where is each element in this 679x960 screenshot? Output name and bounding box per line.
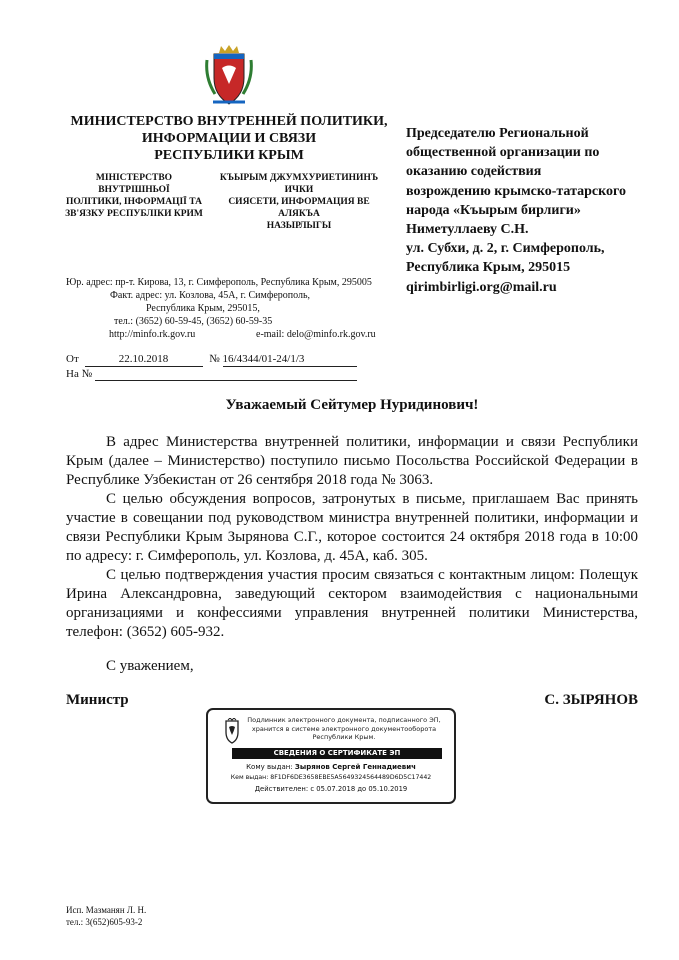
reference-line (66, 352, 366, 367)
issued-to-value: Зырянов Сергей Геннадиевич (294, 763, 416, 771)
address-line: Факт. адрес: ул. Козлова, 45А, г. Симферополь, (110, 290, 311, 301)
issued-to-label: Кому выдан: (246, 763, 293, 771)
signature-position: Министр (66, 692, 129, 708)
recipient-line: Ниметуллаеву С.Н. (406, 222, 529, 238)
ukrainian-line: ЗВ'ЯЗКУ РЕСПУБЛІКИ КРИМ (65, 209, 203, 219)
ministry-title (68, 113, 390, 164)
crimean-tatar-line: СИЯСЕТИ, ИНФОРМАЦИЯ ВЕ АЛЯКЪА (228, 197, 370, 219)
valid-label: Действителен: (254, 785, 309, 793)
ministry-title-line: РЕСПУБЛИКИ КРЫМ (154, 148, 304, 163)
executor-info (66, 904, 146, 928)
executor-phone: тел.: 3(652)605-93-2 (66, 917, 143, 927)
recipient-email: qirimbirligi.org@mail.ru (406, 279, 557, 295)
valid-value: с 05.07.2018 до 05.10.2019 (310, 785, 408, 793)
recipient-line: оказанию содействия (406, 164, 542, 180)
address-line: Республика Крым, 295015, (146, 303, 260, 314)
body-paragraph-1: В адрес Министерства внутренней политики, информации и связи Республики Крым (далее – Министерство) поступило письмо Посольства Российской Федерации в Республике Узбекистан от 26 сентября 2018 года № 3063. (66, 434, 638, 488)
reply-to-line (66, 367, 366, 381)
from-label: От (66, 353, 79, 365)
website-link[interactable]: http://minfo.rk.gov.ru (109, 329, 196, 340)
ukrainian-line: ПОЛІТИКИ, ІНФОРМАЦІЇ ТА (66, 197, 202, 207)
recipient-line: Председателю Региональной (406, 126, 589, 141)
ministry-address (66, 276, 411, 341)
stamp-header: СВЕДЕНИЯ О СЕРТИФИКАТЕ ЭП (232, 748, 442, 759)
stamp-intro-line: Подлинник электронного документа, подписанного ЭП, (247, 716, 441, 724)
crimean-tatar-line: КЪЫРЫМ ДЖУМХУРИЕТИНИНЪ ИЧКИ (219, 173, 379, 195)
recipient-line: Республика Крым, 295015 (406, 260, 571, 276)
stamp-issued-by (212, 773, 450, 783)
stamp-intro (244, 716, 444, 742)
body-paragraph-3: С целью подтверждения участия просим связаться с контактным лицом: Полещук Ирина Александровна, заведующий сектором взаимодействия с национальными организациями и конфессиями управления внутренней политики Министерства, телефон: (3652) 605-932. (66, 567, 638, 640)
stamp-valid (212, 784, 450, 794)
crimea-coat-of-arms-small-icon (222, 718, 242, 744)
reference-date: 22.10.2018 (85, 352, 203, 367)
number-label: № (209, 353, 220, 365)
reply-to-blank (95, 368, 357, 381)
ministry-title-line: ИНФОРМАЦИИ И СВЯЗИ (141, 131, 317, 146)
body-paragraph-2: С целью обсуждения вопросов, затронутых в письме, приглашаем Вас принять участие в совещании под руководством министра внутренней политики, информации и связи Республики Крым Зырянова С.Г., которое состоится 24 октября 2018 года в 10:00 по адресу: г. Симферополь, ул. Козлова, д. 45А, каб. 305. (66, 491, 638, 564)
signature-name: С. ЗЫРЯНОВ (544, 692, 638, 708)
address-line: тел.: (3652) 60-59-45, (3652) 60-59-35 (114, 316, 273, 327)
stamp-issued-to (212, 762, 450, 772)
recipient-block (406, 124, 676, 297)
salutation: Уважаемый Сейтумер Нуридинович! (225, 397, 479, 413)
recipient-line: ул. Субхи, д. 2, г. Симферополь, (406, 241, 605, 257)
e-signature-stamp (206, 708, 456, 804)
crimean-tatar-line: НАЗЫРЛЫГЫ (266, 221, 332, 231)
ministry-title-line: МИНИСТЕРСТВО ВНУТРЕННЕЙ ПОЛИТИКИ, (70, 114, 388, 129)
ukrainian-line: МІНІСТЕРСТВО ВНУТРІШНЬОЇ (95, 173, 173, 195)
crimea-coat-of-arms-icon (204, 44, 254, 106)
address-line: Юр. адрес: пр-т. Кирова, 13, г. Симферополь, Республика Крым, 295005 (66, 277, 372, 288)
stamp-intro-line: Республики Крым. (312, 733, 376, 741)
recipient-line: возрождению крымско-татарского (406, 183, 627, 199)
reference-number: 16/4344/01-24/1/3 (223, 352, 357, 367)
issued-by-label: Кем выдан: (230, 774, 269, 781)
email-link[interactable]: e-mail: delo@minfo.rk.gov.ru (256, 329, 376, 340)
executor-name: Исп. Мазманян Л. Н. (66, 905, 147, 915)
ministry-title-ukrainian (64, 172, 204, 220)
reply-to-label: На № (66, 368, 93, 380)
stamp-intro-line: хранится в системе электронного документооборота (251, 724, 437, 733)
recipient-line: общественной организации по (406, 145, 600, 161)
recipient-line: народа «Къырым бирлиги» (406, 202, 581, 218)
closing: С уважением, (106, 658, 194, 674)
issued-by-value: 8F1DF6DE3658EBE5A5649324564489D6D5C17442 (270, 774, 432, 781)
ministry-title-crimean-tatar (208, 172, 390, 232)
